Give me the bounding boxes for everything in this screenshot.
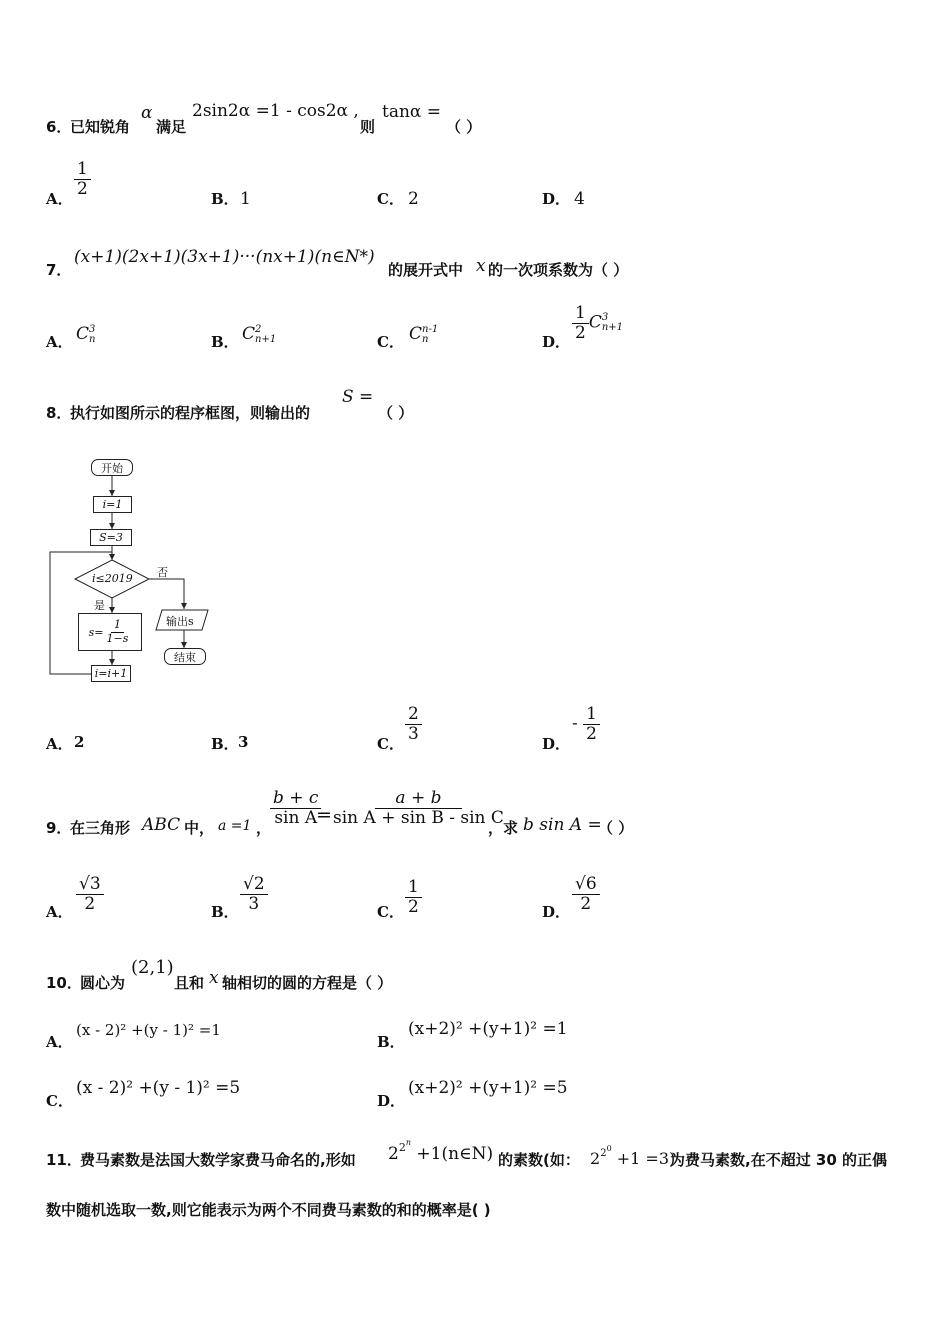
q7-x: x [476,256,486,276]
q8-number: 8． [46,404,72,422]
q7-b-base: C [242,324,256,344]
q10-center: (2,1) [131,957,174,978]
q10-number: 10． [46,974,82,992]
q8-option-b-value[interactable]: 3 [238,733,249,751]
q9-eq-sign: = [316,804,332,826]
q11-formula-exp-base: 2 [398,1141,406,1154]
q11-example-exp-base: 2 [600,1148,607,1159]
q11-text-1: 费马素数是法国大数学家费马命名的,形如 [80,1151,356,1169]
q8-flow-yes: 是 [94,599,105,612]
q9-option-a-value[interactable] [76,875,104,913]
q8-flow-increment: i=i+1 [91,665,131,682]
q7-c-sub: n [422,333,429,345]
q9-text-3: ，求 [488,819,519,837]
q8-option-a-label[interactable]: A． [46,735,73,753]
q8-option-b-label[interactable]: B． [211,735,239,753]
q7-option-b-label[interactable]: B． [211,333,239,351]
q9-rhs-den: sin A + sin B - sin C [333,807,504,828]
q10-text-1: 圆心为 [80,974,126,992]
q7-b-sub: n+1 [255,333,277,345]
q9-option-d-label[interactable]: D． [542,903,571,921]
q7-option-b-value[interactable] [242,324,276,345]
q11-text-2: 的素数(如： [498,1151,580,1169]
q6-text-3: 则 [360,118,376,136]
q10-option-a-label[interactable]: A． [46,1033,73,1051]
q7-a-sup: 3 [89,323,96,335]
q9-option-b-label[interactable]: B． [211,903,239,921]
q6-text-2: 满足 [156,118,187,136]
q7-d-num: 1 [572,304,589,324]
q7-option-d-label[interactable]: D． [542,333,571,351]
q6-option-a-value[interactable] [74,160,91,198]
q7-a-base: C [76,324,90,344]
q9-comma: ， [256,819,272,837]
q6-option-d-value[interactable]: 4 [574,189,585,209]
q8-option-d-value[interactable] [572,705,600,743]
q11-example-rest: +1 =3) [616,1149,676,1168]
q7-text-2: 的一次项系数为（ ） [488,261,629,279]
q9-rhs-fraction [330,789,507,827]
q8-option-a-value[interactable]: 2 [74,733,85,751]
q7-c-sup: n-1 [422,323,439,335]
q7-b-sup: 2 [255,323,262,335]
q9-a-den: 2 [84,893,96,914]
q9-c-den: 2 [408,896,419,917]
q6-option-b-value[interactable]: 1 [240,189,251,209]
q9-a-eq: a =1 [218,818,252,834]
q11-text-3: 为费马素数,在不超过 30 的正偶 [670,1151,888,1169]
q9-b-den: 3 [248,893,260,914]
q10-option-d-value[interactable]: (x+2)² +(y+1)² =5 [408,1078,568,1098]
q7-text-1: 的展开式中 [388,261,464,279]
q10-text-3: 轴相切的圆的方程是（ ） [222,974,393,992]
q9-lhs-num: b + c [270,789,321,809]
q9-option-c-value[interactable] [405,878,422,916]
q7-d-sup: 3 [601,312,609,324]
q6-option-b-label[interactable]: B． [211,190,239,208]
q8-flow-assign-num: 1 [111,619,124,632]
q9-c-num: 1 [405,878,422,898]
q11-formula-exp-n: n [405,1138,411,1147]
q9-option-a-label[interactable]: A． [46,903,73,921]
q10-option-a-value[interactable]: (x - 2)² +(y - 1)² =1 [76,1021,221,1039]
q8-flow-init-i: i=1 [93,496,132,513]
q10-option-d-label[interactable]: D． [377,1092,406,1110]
q8-flow-assign [78,613,142,651]
q9-abc: ABC [142,815,181,835]
q11-example-base: 2 [590,1149,601,1168]
q6-ask: tanα = [382,102,442,122]
q10-option-c-value[interactable]: (x - 2)² +(y - 1)² =5 [76,1078,241,1098]
q6-option-a-label[interactable]: A． [46,190,73,208]
q11-formula-base: 2 [388,1144,399,1164]
q6-paren: （ ） [446,118,482,136]
q9-a-num: √3 [76,875,104,895]
q9-paren: （ ） [598,819,634,837]
q8-flow-init-s: S=3 [90,529,132,546]
q7-option-d-value[interactable] [572,304,623,342]
q10-text-2: 且和 [174,974,205,992]
q7-number: 7． [46,261,72,279]
q6-option-c-label[interactable]: C． [377,190,404,208]
q8-c-num: 2 [405,705,422,725]
q9-lhs-den: sin A [274,807,318,828]
q9-d-num: √6 [572,875,600,895]
q7-option-a-label[interactable]: A． [46,333,73,351]
q9-lhs-fraction [270,789,321,827]
q9-b-num: √2 [240,875,268,895]
q8-text-1: 执行如图所示的程序框图，则输出的 [70,404,311,422]
q7-option-a-value[interactable] [76,324,95,345]
q7-option-c-label[interactable]: C． [377,333,404,351]
q11-formula [388,1138,493,1164]
q8-d-den: 2 [586,723,597,744]
q7-a-sub: n [89,333,96,345]
q10-x: x [209,968,219,988]
q8-flow-assign-den: 1−s [106,631,129,645]
q9-rhs-num: a + b [375,789,461,809]
q8-d-num: 1 [583,705,600,725]
q8-flow-assign-lhs: s= [88,625,104,639]
q11-formula-rest: +1(n∈N) [416,1144,494,1164]
q11-example-exp-0: 0 [606,1144,612,1153]
q9-ask: b sin A = [523,815,602,835]
q6-a-den: 2 [77,178,88,199]
q9-number: 9． [46,819,72,837]
q7-c-base: C [409,324,423,344]
q9-text-1: 在三角形 [70,819,131,837]
q9-option-d-value[interactable] [572,875,600,913]
q6-option-d-label[interactable]: D． [542,190,571,208]
q8-paren: （ ） [378,404,414,422]
q7-d-den: 2 [575,322,586,343]
q6-a-num: 1 [74,160,91,180]
q11-line-2: 数中随机选取一数,则它能表示为两个不同费马素数的和的概率是( ) [46,1201,491,1219]
q6-option-c-value[interactable]: 2 [408,189,419,209]
q7-expression: (x+1)(2x+1)(3x+1)···(nx+1)(n∈N*) [74,247,375,267]
q8-c-den: 3 [408,723,419,744]
q10-option-b-value[interactable]: (x+2)² +(y+1)² =1 [408,1019,568,1039]
q8-flow-output: 输出s [166,615,194,628]
q9-option-c-label[interactable]: C． [377,903,404,921]
q10-option-b-label[interactable]: B． [377,1033,405,1051]
q9-d-den: 2 [580,893,592,914]
q7-option-c-value[interactable] [409,324,438,345]
q8-option-c-value[interactable] [405,705,422,743]
q8-ask: S = [342,387,374,407]
q6-alpha: α [141,103,153,123]
q8-d-sign: - [572,713,578,734]
q8-flow-start: 开始 [91,459,133,476]
q10-option-c-label[interactable]: C． [46,1092,73,1110]
q11-example [590,1144,675,1168]
q6-number: 6． [46,118,72,136]
q6-text-1: 已知锐角 [70,118,131,136]
q7-d-base: C [588,312,602,333]
q7-d-sub: n+1 [601,322,624,334]
q6-equation: 2sin2α =1 - cos2α , [192,101,359,121]
q11-number: 11． [46,1151,82,1169]
q9-text-2: 中， [184,819,215,837]
q8-flow-no: 否 [157,566,168,579]
q9-option-b-value[interactable] [240,875,268,913]
q8-flow-end: 结束 [164,648,206,665]
q8-flow-condition: i≤2019 [92,572,133,585]
q8-option-c-label[interactable]: C． [377,735,404,753]
q8-option-d-label[interactable]: D． [542,735,571,753]
